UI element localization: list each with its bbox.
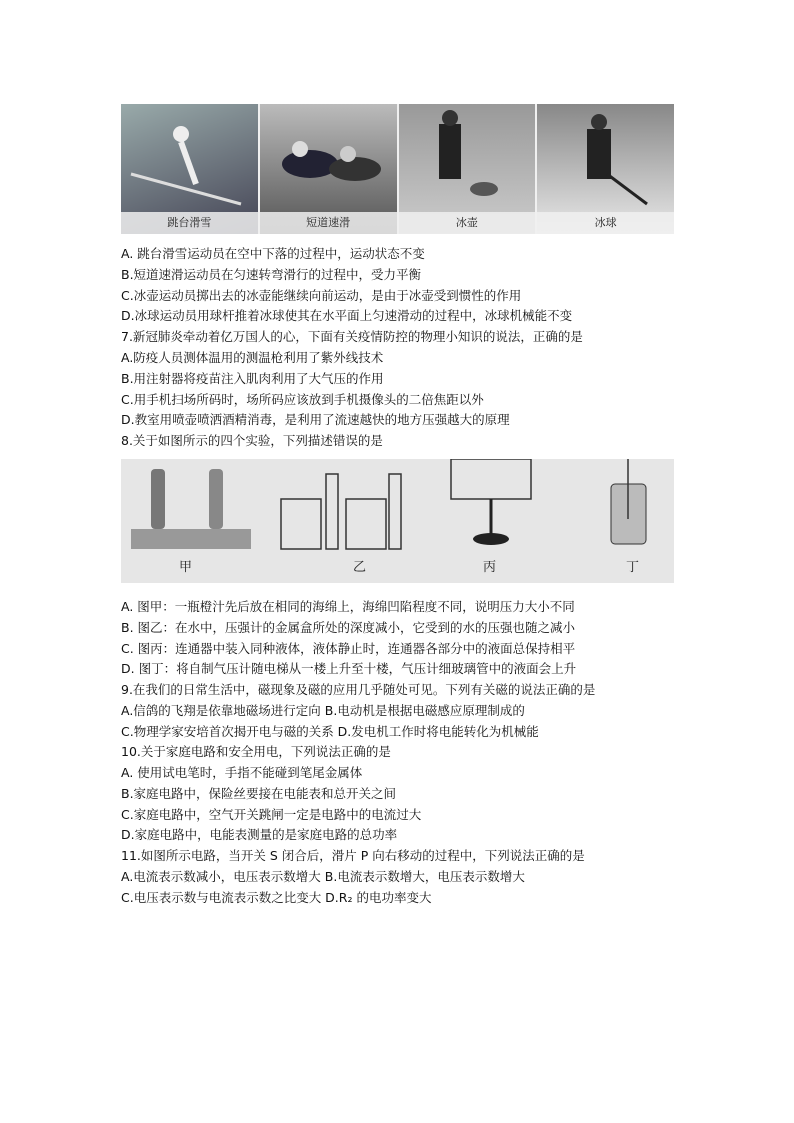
experiments-figure — [121, 459, 674, 583]
text-line: C.电压表示数与电流表示数之比变大 D.R₂ 的电功率变大 — [121, 890, 432, 905]
text-line: D. 图丁：将自制气压计随电梯从一楼上升至十楼，气压计细玻璃管中的液面会上升 — [121, 661, 577, 676]
experiment-drawings — [121, 459, 674, 583]
text-line: A.信鸽的飞翔是依靠地磁场进行定向 B.电动机是根据电磁感应原理制成的 — [121, 703, 525, 718]
question-10: 10.关于家庭电路和安全用电，下列说法正确的是 — [121, 744, 391, 759]
experiment-label: 丁 — [626, 560, 640, 575]
text-line: A. 跳台滑雪运动员在空中下落的过程中，运动状态不变 — [121, 246, 425, 261]
text-line: A. 图甲：一瓶橙汁先后放在相同的海绵上，海绵凹陷程度不同，说明压力大小不同 — [121, 599, 575, 614]
experiment-label: 乙 — [353, 560, 367, 575]
question-11: 11.如图所示电路，当开关 S 闭合后，滑片 P 向右移动的过程中，下列说法正确的是 — [121, 848, 585, 863]
photo-ski-jump — [121, 104, 260, 234]
photo-caption: 冰壶 — [399, 212, 536, 234]
text-line: C. 图丙：连通器中装入同种液体，液体静止时，连通器各部分中的液面总保持相平 — [121, 641, 576, 656]
question-7: 7.新冠肺炎牵动着亿万国人的心，下面有关疫情防控的物理小知识的说法，正确的是 — [121, 329, 583, 344]
text-line: B.用注射器将疫苗注入肌肉利用了大气压的作用 — [121, 371, 384, 386]
text-line: C.用手机扫场所码时，场所码应该放到手机摄像头的二倍焦距以外 — [121, 392, 484, 407]
photo-curling — [399, 104, 538, 234]
text-line: B. 图乙：在水中，压强计的金属盒所处的深度减小，它受到的水的压强也随之减小 — [121, 620, 576, 635]
experiment-label: 丙 — [483, 560, 497, 575]
text-line: C.家庭电路中，空气开关跳闸一定是电路中的电流过大 — [121, 807, 422, 822]
photo-caption: 短道速滑 — [260, 212, 397, 234]
photo-ice-hockey — [537, 104, 674, 234]
text-line: A. 使用试电笔时，手指不能碰到笔尾金属体 — [121, 765, 363, 780]
question-9: 9.在我们的日常生活中，磁现象及磁的应用几乎随处可见。下列有关磁的说法正确的是 — [121, 682, 596, 697]
text-line: C.冰壶运动员掷出去的冰壶能继续向前运动，是由于冰壶受到惯性的作用 — [121, 288, 522, 303]
photo-caption: 跳台滑雪 — [121, 212, 258, 234]
text-line: A.防疫人员测体温用的测温枪利用了紫外线技术 — [121, 350, 384, 365]
question-8: 8.关于如图所示的四个实验，下列描述错误的是 — [121, 433, 383, 448]
experiment-label: 甲 — [179, 560, 193, 575]
photo-caption: 冰球 — [537, 212, 674, 234]
text-line: B.短道速滑运动员在匀速转弯滑行的过程中，受力平衡 — [121, 267, 422, 282]
text-line: B.家庭电路中，保险丝要接在电能表和总开关之间 — [121, 786, 397, 801]
sports-photo-strip — [121, 104, 674, 234]
text-line: D.教室用喷壶喷洒酒精消毒，是利用了流速越快的地方压强越大的原理 — [121, 412, 510, 427]
text-line: C.物理学家安培首次揭开电与磁的关系 D.发电机工作时将电能转化为机械能 — [121, 724, 539, 739]
text-line: D.家庭电路中，电能表测量的是家庭电路的总功率 — [121, 827, 398, 842]
text-line: D.冰球运动员用球杆推着冰球使其在水平面上匀速滑动的过程中，冰球机械能不变 — [121, 308, 573, 323]
photo-speed-skating — [260, 104, 399, 234]
text-line: A.电流表示数减小，电压表示数增大 B.电流表示数增大，电压表示数增大 — [121, 869, 525, 884]
